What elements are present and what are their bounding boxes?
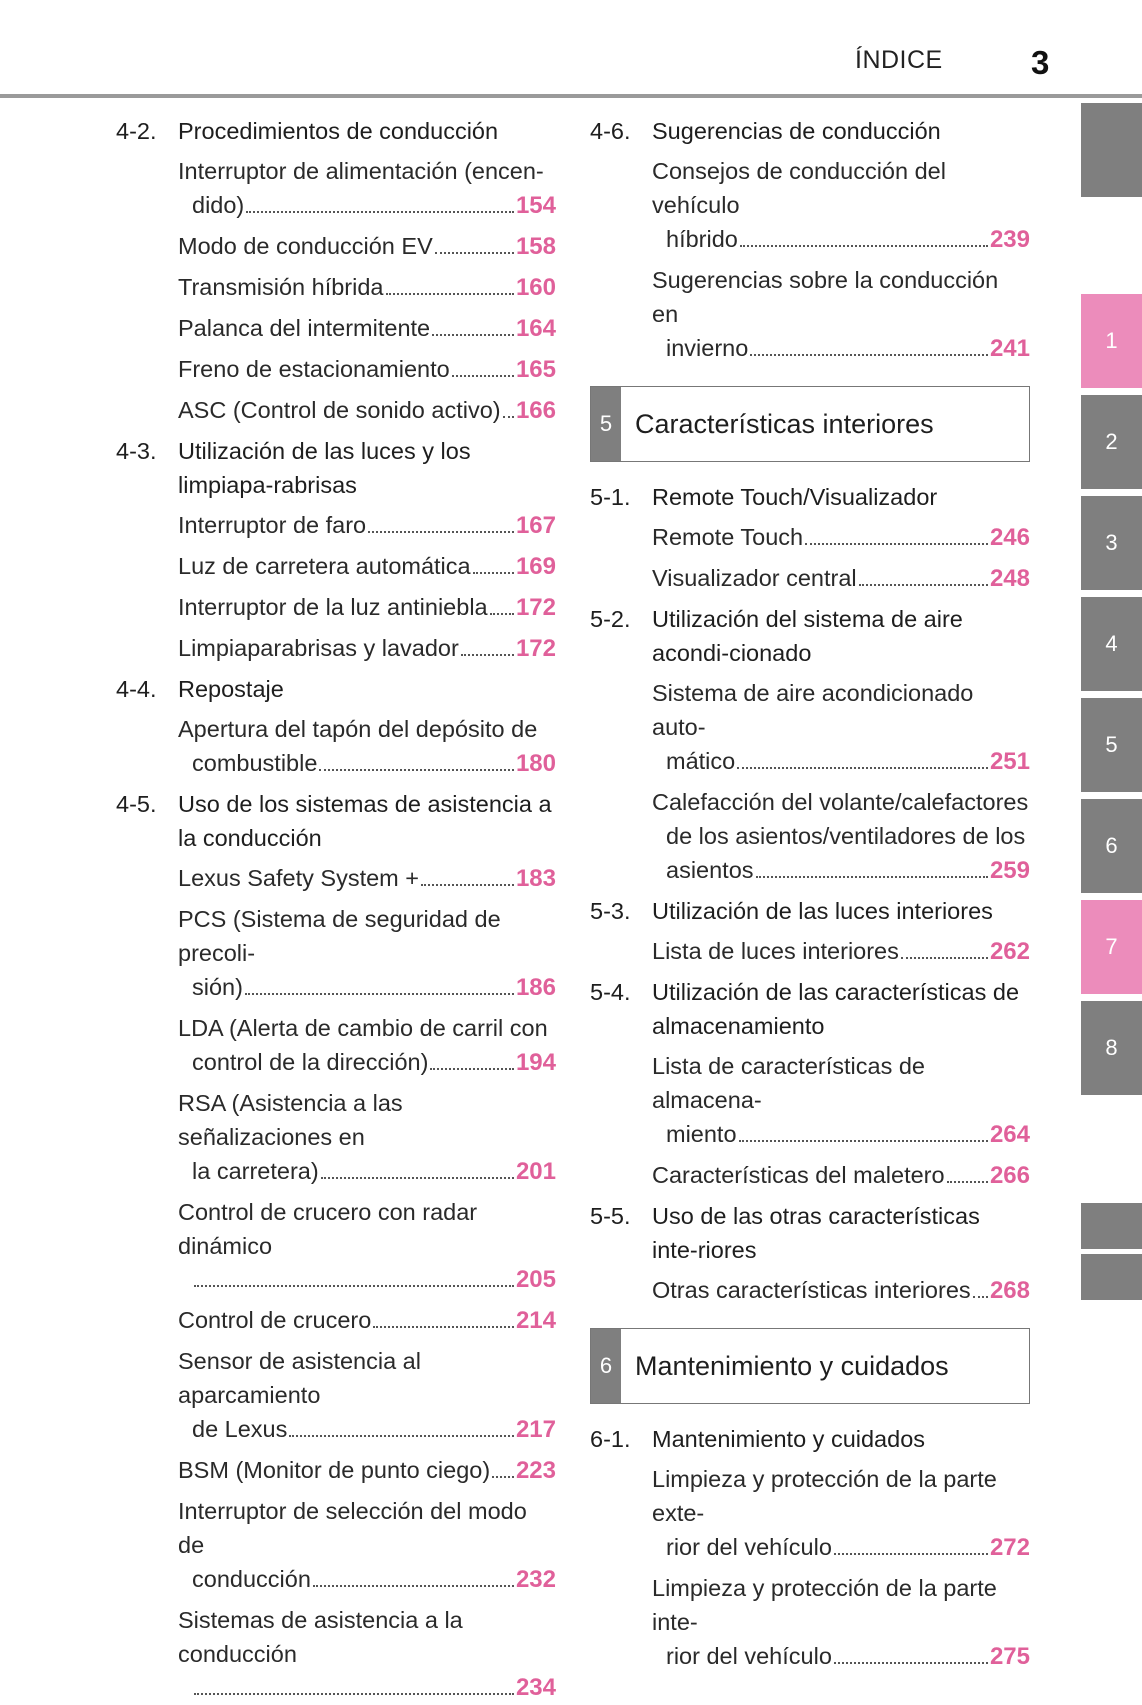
dot-leader: [319, 769, 514, 771]
entry-last-line: [652, 331, 1030, 366]
section-heading: [116, 672, 556, 706]
toc-entry[interactable]: [178, 1011, 556, 1080]
chapter-tab-7[interactable]: 7: [1081, 900, 1142, 994]
section-number: 6-1.: [590, 1426, 631, 1452]
section-title: Utilización de las luces y los limpiapa-rabrisas: [178, 438, 471, 498]
chapter-tab-8[interactable]: 8: [1081, 1001, 1142, 1095]
page-link[interactable]: 214: [515, 1307, 556, 1334]
toc-entry[interactable]: [178, 712, 556, 781]
entry-text: Limpiaparabrisas y lavador: [178, 635, 459, 661]
entry-last-line: [652, 520, 1030, 555]
entry-last-line: [178, 1562, 556, 1597]
entry-text: Remote Touch: [652, 524, 804, 550]
dot-leader: [194, 1693, 514, 1695]
toc-entry[interactable]: [178, 1344, 556, 1447]
toc-entry[interactable]: [652, 934, 1030, 969]
entry-text: LDA (Alerta de cambio de carril con: [178, 1015, 548, 1041]
section-heading: [590, 975, 1030, 1043]
chapter-heading: [590, 386, 1030, 462]
entry-text: Modo de conducción EV: [178, 233, 433, 259]
entry-last-line: [178, 1045, 556, 1080]
entry-text: Limpieza y protección de la parte exte-: [652, 1466, 997, 1526]
entry-last-line: [178, 1453, 556, 1488]
page-link[interactable]: 266: [989, 1162, 1030, 1189]
toc-entry[interactable]: [652, 154, 1030, 257]
entry-text: híbrido: [666, 226, 738, 252]
dot-leader: [834, 1662, 988, 1664]
page-link[interactable]: 172: [515, 635, 556, 662]
entry-last-line: [178, 352, 556, 387]
entry-last-line: [178, 746, 556, 781]
page-link[interactable]: 154: [515, 192, 556, 219]
page-link[interactable]: 172: [515, 594, 556, 621]
page-link[interactable]: 169: [515, 553, 556, 580]
page-link[interactable]: 180: [515, 750, 556, 777]
entry-text: Palanca del intermitente: [178, 315, 431, 341]
page-link[interactable]: 268: [989, 1277, 1030, 1304]
toc-entry[interactable]: [178, 549, 556, 584]
entry-last-line: [178, 270, 556, 305]
page-link[interactable]: 275: [989, 1643, 1030, 1670]
toc-entry[interactable]: [652, 785, 1030, 888]
dot-leader: [756, 876, 988, 878]
entry-last-line: [652, 934, 1030, 969]
section-heading: [590, 602, 1030, 670]
toc-entry[interactable]: [178, 229, 556, 264]
page-link[interactable]: 232: [515, 1566, 556, 1593]
page-link[interactable]: 158: [515, 233, 556, 260]
dot-leader: [901, 957, 988, 959]
section-title: Utilización de las luces interiores: [652, 898, 993, 924]
section-heading: [590, 480, 1030, 514]
right-column: [590, 108, 1030, 1674]
entry-text: Apertura del tapón del depósito de: [178, 716, 538, 742]
entry-last-line: [652, 1117, 1030, 1152]
chapter-heading: [590, 1328, 1030, 1404]
section-title: Uso de las otras características inte-riores: [652, 1203, 980, 1263]
dot-leader: [947, 1181, 988, 1183]
entry-last-line: [652, 1273, 1030, 1308]
entry-last-line: [178, 590, 556, 625]
toc-entry[interactable]: [178, 352, 556, 387]
entry-last-line: [178, 1671, 556, 1705]
entry-text: sión): [192, 974, 243, 1000]
dot-leader: [473, 572, 514, 574]
entry-text: Limpieza y protección de la parte inte-: [652, 1575, 997, 1635]
toc-entry[interactable]: [178, 1195, 556, 1297]
dot-leader: [246, 211, 514, 213]
entry-text: Consejos de conducción del vehículo: [652, 158, 946, 218]
page-link[interactable]: 259: [989, 857, 1030, 884]
entry-last-line: [652, 1158, 1030, 1193]
entry-last-line: [178, 393, 556, 428]
dot-leader: [430, 1068, 514, 1070]
entry-text: rior del vehículo: [666, 1643, 832, 1669]
toc-entry[interactable]: [652, 1158, 1030, 1193]
entry-text: Sensor de asistencia al aparcamiento: [178, 1348, 421, 1408]
chapter-title: Características interiores: [635, 408, 934, 439]
entry-text: Calefacción del volante/calefactores: [652, 789, 1029, 815]
entry-text: mático: [666, 748, 736, 774]
entry-last-line: [178, 188, 556, 223]
chapter-tab-6[interactable]: 6: [1081, 799, 1142, 893]
dot-leader: [194, 1285, 514, 1287]
dot-leader: [834, 1553, 988, 1555]
dot-leader: [492, 1476, 514, 1478]
toc-entry[interactable]: [652, 561, 1030, 596]
dot-leader: [373, 1326, 514, 1328]
entry-last-line: [178, 631, 556, 666]
section-number: 4-3.: [116, 438, 157, 464]
section-heading: [590, 894, 1030, 928]
section-number: 5-4.: [590, 979, 631, 1005]
entry-text: Freno de estacionamiento: [178, 356, 450, 382]
entry-text: Características del maletero: [652, 1162, 945, 1188]
section-title: Utilización de las características de almacenamiento: [652, 979, 1020, 1039]
page-link[interactable]: 205: [515, 1266, 556, 1293]
entry-last-line: [178, 1263, 556, 1297]
entry-last-line: [178, 508, 556, 543]
dot-leader: [750, 354, 988, 356]
entry-text: miento: [666, 1121, 737, 1147]
dot-leader: [435, 252, 514, 254]
dot-leader: [313, 1585, 514, 1587]
chapter-tab-4[interactable]: 4: [1081, 597, 1142, 691]
entry-last-line: [178, 970, 556, 1005]
entry-last-line: [652, 561, 1030, 596]
chapter-title: Mantenimiento y cuidados: [635, 1350, 949, 1381]
entry-text: de los asientos/ventiladores de los: [666, 823, 1026, 849]
page-link[interactable]: 166: [515, 397, 556, 424]
dot-leader: [490, 613, 514, 615]
section-number: 4-5.: [116, 791, 157, 817]
toc-entry[interactable]: [178, 631, 556, 666]
toc-entry[interactable]: [652, 1462, 1030, 1565]
chapter-number: 6: [591, 1329, 621, 1403]
page-link[interactable]: 223: [515, 1457, 556, 1484]
section-number: 4-4.: [116, 676, 157, 702]
entry-text: Luz de carretera automática: [178, 553, 471, 579]
entry-text: Sistema de aire acondicionado auto-: [652, 680, 974, 740]
toc-entry[interactable]: [178, 590, 556, 625]
toc-entry[interactable]: [178, 311, 556, 346]
section-title: Remote Touch/Visualizador: [652, 484, 938, 510]
page-link[interactable]: 251: [989, 748, 1030, 775]
section-number: 4-2.: [116, 118, 157, 144]
entry-text: Interruptor de la luz antiniebla: [178, 594, 488, 620]
page-link[interactable]: 160: [515, 274, 556, 301]
entry-text: Otras características interiores: [652, 1277, 971, 1303]
section-title: Sugerencias de conducción: [652, 118, 941, 144]
section-title: Uso de los sistemas de asistencia a la conducción: [178, 791, 552, 851]
chapter-tab-3[interactable]: 3: [1081, 496, 1142, 590]
dot-leader: [432, 334, 514, 336]
dot-leader: [289, 1435, 514, 1437]
page-link[interactable]: 264: [989, 1121, 1030, 1148]
chapter-tab-blank[interactable]: [1081, 103, 1142, 197]
section-title: Utilización del sistema de aire acondi-cionado: [652, 606, 963, 666]
chapter-tab-blank[interactable]: [1081, 1203, 1142, 1249]
section-heading: [590, 1199, 1030, 1267]
entry-text: de Lexus: [192, 1416, 288, 1442]
entry-text: BSM (Monitor de punto ciego): [178, 1457, 491, 1483]
dot-leader: [805, 543, 988, 545]
section-heading: [116, 787, 556, 855]
section-number: 5-1.: [590, 484, 631, 510]
entry-text: Transmisión híbrida: [178, 274, 384, 300]
toc-entry[interactable]: [178, 270, 556, 305]
section-title: Mantenimiento y cuidados: [652, 1426, 926, 1452]
section-title: Procedimientos de conducción: [178, 118, 499, 144]
entry-last-line: [652, 853, 1030, 888]
entry-text: RSA (Asistencia a las señalizaciones en: [178, 1090, 403, 1150]
section-heading: [590, 114, 1030, 148]
entry-last-line: [652, 1530, 1030, 1565]
page-link[interactable]: 239: [989, 226, 1030, 253]
section-heading: [590, 1422, 1030, 1456]
entry-text: Lexus Safety System +: [178, 865, 419, 891]
toc-entry[interactable]: [178, 1086, 556, 1189]
toc-entry[interactable]: [178, 154, 556, 223]
toc-entry[interactable]: [652, 676, 1030, 779]
toc-entry[interactable]: [652, 1273, 1030, 1308]
toc-entry[interactable]: [178, 1303, 556, 1338]
entry-last-line: [178, 1412, 556, 1447]
entry-text: dido): [192, 192, 245, 218]
entry-last-line: [178, 311, 556, 346]
toc-entry[interactable]: [178, 861, 556, 896]
entry-last-line: [178, 861, 556, 896]
toc-entry[interactable]: [652, 1571, 1030, 1674]
toc-entry[interactable]: [178, 393, 556, 428]
page-number: 3: [1031, 44, 1050, 81]
dot-leader: [452, 375, 514, 377]
dot-leader: [859, 584, 988, 586]
entry-text: Sugerencias sobre la conducción en: [652, 267, 999, 327]
chapter-tab-2[interactable]: 2: [1081, 395, 1142, 489]
page-link[interactable]: 164: [515, 315, 556, 342]
toc-entry[interactable]: [178, 1494, 556, 1597]
section-heading: [116, 114, 556, 148]
entry-last-line: [178, 1154, 556, 1189]
entry-text: Control de crucero: [178, 1307, 372, 1333]
entry-last-line: [178, 549, 556, 584]
header-divider: [0, 94, 1142, 98]
page-link[interactable]: 201: [515, 1158, 556, 1185]
entry-text: la carretera): [192, 1158, 319, 1184]
page-link[interactable]: 234: [515, 1674, 556, 1701]
dot-leader: [368, 531, 514, 533]
section-title: Repostaje: [178, 676, 284, 702]
entry-text: PCS (Sistema de seguridad de precoli-: [178, 906, 501, 966]
toc-entry[interactable]: [178, 902, 556, 1005]
dot-leader: [503, 416, 514, 418]
entry-text: control de la dirección): [192, 1049, 429, 1075]
entry-text: Lista de características de almacena-: [652, 1053, 925, 1113]
entry-text: Interruptor de alimentación (encen-: [178, 158, 544, 184]
dot-leader: [386, 293, 514, 295]
page-link[interactable]: 241: [989, 335, 1030, 362]
entry-last-line: [652, 1639, 1030, 1674]
entry-text: combustible: [192, 750, 318, 776]
entry-text: rior del vehículo: [666, 1534, 832, 1560]
toc-entry[interactable]: [652, 263, 1030, 366]
entry-text: ASC (Control de sonido activo): [178, 397, 501, 423]
dot-leader: [321, 1177, 514, 1179]
dot-leader: [245, 993, 514, 995]
toc-entry[interactable]: [178, 1603, 556, 1705]
entry-last-line: [178, 229, 556, 264]
left-column: [116, 108, 556, 1705]
chapter-number: 5: [591, 387, 621, 461]
page-link[interactable]: 165: [515, 356, 556, 383]
page-link[interactable]: 217: [515, 1416, 556, 1443]
page-link[interactable]: 167: [515, 512, 556, 539]
entry-text: Control de crucero con radar dinámico: [178, 1199, 478, 1259]
entry-text: invierno: [666, 335, 749, 361]
chapter-tab-blank[interactable]: [1081, 1254, 1142, 1300]
page-link[interactable]: 262: [989, 938, 1030, 965]
entry-text: Lista de luces interiores: [652, 938, 899, 964]
entry-text: conducción: [192, 1566, 311, 1592]
entry-last-line: [652, 222, 1030, 257]
section-number: 5-2.: [590, 606, 631, 632]
chapter-tab-1[interactable]: 1: [1081, 294, 1142, 388]
toc-entry[interactable]: [178, 508, 556, 543]
section-number: 5-5.: [590, 1203, 631, 1229]
section-number: 4-6.: [590, 118, 631, 144]
entry-text: Sistemas de asistencia a la conducción: [178, 1607, 463, 1667]
page-link[interactable]: 248: [989, 565, 1030, 592]
dot-leader: [973, 1296, 988, 1298]
dot-leader: [740, 245, 988, 247]
dot-leader: [461, 654, 514, 656]
section-heading: [116, 434, 556, 502]
dot-leader: [737, 767, 988, 769]
page-link[interactable]: 272: [989, 1534, 1030, 1561]
header-title: ÍNDICE: [855, 46, 943, 74]
section-number: 5-3.: [590, 898, 631, 924]
page-link[interactable]: 186: [515, 974, 556, 1001]
toc-entry[interactable]: [652, 520, 1030, 555]
entry-last-line: [652, 744, 1030, 779]
entry-text: Interruptor de selección del modo de: [178, 1498, 527, 1558]
dot-leader: [421, 884, 514, 886]
entry-text: asientos: [666, 857, 754, 883]
entry-last-line: [178, 1303, 556, 1338]
page-link[interactable]: 194: [515, 1049, 556, 1076]
chapter-tab-5[interactable]: 5: [1081, 698, 1142, 792]
toc-entry[interactable]: [652, 1049, 1030, 1152]
entry-text: Visualizador central: [652, 565, 857, 591]
dot-leader: [739, 1140, 988, 1142]
page-link[interactable]: 246: [989, 524, 1030, 551]
entry-text: Interruptor de faro: [178, 512, 367, 538]
page-link[interactable]: 183: [515, 865, 556, 892]
toc-entry[interactable]: [178, 1453, 556, 1488]
